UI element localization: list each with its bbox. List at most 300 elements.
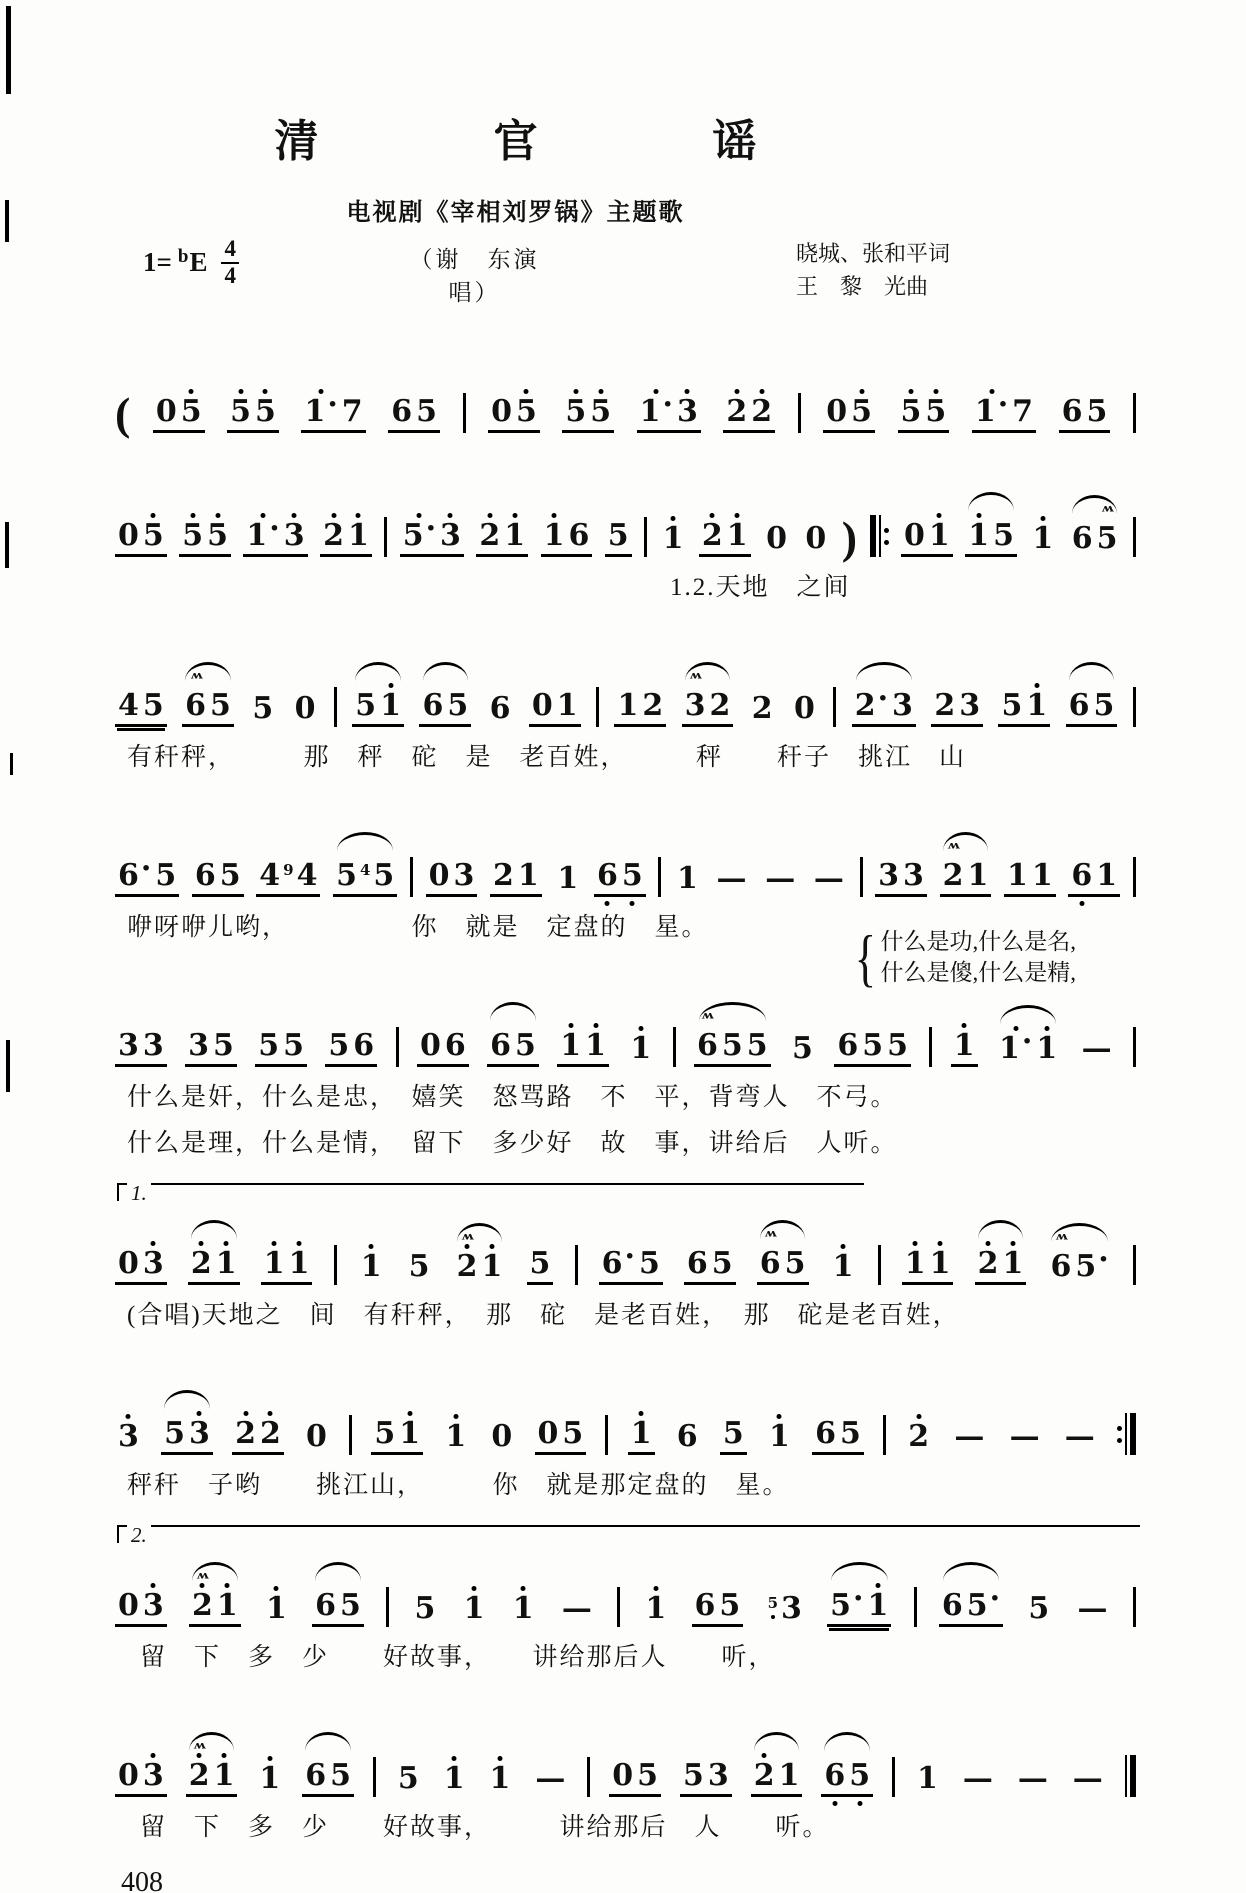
note: [187, 1739, 212, 1794]
composer: 王 黎 光曲: [796, 274, 929, 300]
octave-dot-above: [654, 389, 659, 394]
bar-thick: [1130, 1755, 1136, 1797]
note: [211, 1021, 236, 1062]
volta-label: 1.: [127, 1183, 151, 1204]
octave-dot-above: [319, 389, 324, 394]
note-digit: 6: [1071, 858, 1093, 894]
note: [1010, 387, 1035, 428]
note-digit: 5: [210, 688, 231, 724]
note-digit: 0: [766, 521, 787, 557]
note-cell: [487, 1754, 514, 1797]
octave-dot-above: [197, 1411, 202, 1416]
note-digit: 5: [792, 1031, 813, 1067]
note: [371, 851, 396, 892]
octave-dot-above: [593, 1023, 598, 1028]
note: [372, 1409, 397, 1450]
barline: [349, 1415, 352, 1455]
note-digit: 5: [416, 394, 437, 430]
note: [414, 387, 439, 428]
note-cell: [875, 851, 927, 897]
octave-dot-above: [1044, 1026, 1049, 1031]
note-digit: 5: [447, 688, 469, 724]
flat-sign: b: [177, 245, 189, 267]
octave-dot-above: [777, 1414, 782, 1419]
note-digit: 1: [928, 518, 950, 554]
note-digit: 0: [491, 1419, 513, 1455]
note: [1073, 1242, 1110, 1283]
note: [257, 851, 282, 892]
note-cell: [388, 387, 440, 433]
barline: [1133, 687, 1136, 727]
note-cell: [594, 851, 646, 897]
note: [695, 1009, 720, 1064]
note-cell: [442, 1412, 469, 1455]
note-digit: 1: [215, 1246, 237, 1282]
note-cell: [902, 1239, 954, 1285]
octave-dot-above: [407, 1411, 412, 1416]
lyric-line: 什么是理，什么是情， 留下 多少好 故 事，讲给后 人听。: [127, 1130, 898, 1158]
octave-dot-above: [497, 1756, 502, 1761]
note-cell: [395, 1754, 422, 1797]
note-digit: 6: [422, 688, 444, 724]
note-cell: [562, 387, 614, 433]
note: [1005, 851, 1030, 892]
bracketed-lyrics: [850, 921, 1076, 993]
note: [116, 851, 153, 892]
note-cell: [532, 1754, 568, 1797]
note-digit: 1: [585, 1028, 606, 1064]
score-systems: [115, 333, 1136, 1843]
note: [629, 1409, 654, 1450]
music-system: [115, 1697, 1136, 1843]
note: [462, 1584, 487, 1625]
octave-dot-above: [1040, 516, 1045, 521]
note: [965, 851, 990, 892]
note-cell: [811, 854, 847, 897]
note-cell: [660, 514, 687, 557]
note: [1008, 1412, 1042, 1453]
note: [397, 1409, 422, 1450]
barline: [596, 687, 599, 727]
note-digit: 5: [283, 1028, 305, 1064]
trill-mark: ʍ: [1101, 502, 1113, 515]
note: [116, 1021, 141, 1062]
bar-thin: [1125, 1413, 1127, 1455]
note-digit: 5: [328, 1028, 350, 1064]
octave-dot-above: [274, 1586, 279, 1591]
note-digit: 7: [1012, 394, 1034, 430]
slur-arc: [978, 1220, 1024, 1239]
note: [180, 511, 205, 552]
octave-dot-above: [261, 513, 266, 518]
note-digit: 1: [304, 394, 326, 430]
note-digit: 1: [347, 518, 369, 554]
note-digit: 5: [637, 1758, 659, 1794]
note: [675, 387, 700, 428]
music-system: [115, 1355, 1136, 1501]
note: [141, 511, 166, 552]
note-cell: [749, 684, 776, 727]
note-cell: [302, 1751, 354, 1797]
music-system: [115, 1183, 1136, 1331]
note-digit: 5: [746, 1028, 768, 1064]
note-cell: [161, 1409, 213, 1455]
octave-dot-above: [933, 389, 938, 394]
note-cell: [972, 387, 1036, 433]
note-cell: [940, 839, 992, 897]
note-digit: 1: [1006, 858, 1028, 894]
note-cell: [627, 1024, 654, 1067]
barline: [1133, 1245, 1136, 1285]
note-digit: 6: [759, 1246, 781, 1282]
scan-artifact: [6, 6, 11, 94]
note-digit: 6: [837, 1028, 859, 1064]
note-digit: 1: [259, 1761, 281, 1797]
lyric-line: 咿呀咿儿哟， 你 就是 定盘的 星。: [127, 914, 709, 942]
octave-dot-above: [598, 389, 603, 394]
note: [287, 1239, 312, 1280]
note: [831, 1242, 856, 1283]
trill-mark: ʍ: [689, 669, 701, 682]
note: [443, 1021, 468, 1062]
trill-mark: ʍ: [189, 669, 202, 682]
note: [533, 1754, 567, 1795]
note-digit: 6: [391, 394, 413, 430]
octave-dot-below: [771, 1615, 775, 1619]
note: [764, 514, 789, 555]
barline: [617, 1587, 620, 1627]
note-digit: 5: [142, 518, 164, 554]
note: [675, 854, 700, 895]
note: [865, 1581, 890, 1622]
octave-dot-above: [225, 1583, 230, 1588]
note-digit: 6: [1061, 394, 1083, 430]
lyric-line: 留 下 多 少 好故事， 讲给那后 人 听。: [140, 1814, 830, 1842]
note-digit: 5: [719, 1588, 741, 1624]
note: [141, 1021, 166, 1062]
note-digit: 3: [878, 858, 900, 894]
barline: [587, 1757, 590, 1797]
lyric-line: (合唱)天地之 间 有秆秤， 那 砣 是老百姓， 那 砣是老百姓，: [127, 1302, 960, 1330]
octave-dot-above: [222, 1753, 227, 1758]
octave-dot-below: [832, 1801, 837, 1806]
rhythm-dot: ·: [989, 1581, 1001, 1617]
note: [767, 1412, 792, 1453]
slur-arc: [490, 1002, 536, 1021]
note-digit: 2: [235, 1416, 256, 1452]
note-digit: 6: [305, 1758, 327, 1794]
lyric-line: 什么是傻,什么是精,: [880, 959, 1076, 985]
note: [640, 681, 665, 722]
note: [141, 1581, 166, 1622]
octave-dot-above: [369, 1244, 374, 1249]
octave-dot-above: [639, 1411, 644, 1416]
octave-dot-above: [913, 1241, 918, 1246]
note: [1084, 387, 1109, 428]
bar-thin: [1125, 1755, 1127, 1797]
octave-dot-above: [453, 1414, 458, 1419]
rhythm-dot: ·: [662, 387, 673, 423]
note: [749, 387, 774, 428]
octave-dot-above: [759, 389, 764, 394]
note: [293, 684, 318, 725]
note: [1067, 681, 1092, 722]
note-cell: [256, 851, 320, 897]
note: [803, 514, 828, 555]
note-cell: [352, 681, 404, 727]
octave-dot-above: [710, 513, 715, 518]
note: [595, 851, 620, 892]
note-digit: 1: [832, 1249, 854, 1285]
note: [353, 681, 378, 722]
note-cell: [1059, 387, 1111, 433]
note: [250, 684, 275, 725]
note-digit: 2: [908, 1419, 930, 1455]
note-digit: 2: [934, 688, 956, 724]
note-digit: 6: [185, 688, 207, 724]
note: [560, 1409, 585, 1450]
note-cell: [256, 1754, 283, 1797]
note: [600, 1239, 637, 1280]
note-digit: 1: [662, 521, 684, 557]
note: [321, 511, 346, 552]
note: [264, 1584, 289, 1625]
note: [511, 1584, 536, 1625]
note: [502, 511, 527, 552]
note-digit: 6: [489, 691, 511, 727]
scan-artifact: [5, 200, 9, 242]
octave-dot-above: [875, 1583, 880, 1588]
note-digit: —: [1064, 1419, 1095, 1455]
note: [187, 1409, 212, 1450]
octave-dot-above: [1013, 1026, 1018, 1031]
note-digit: 1: [288, 1246, 310, 1282]
note-cell: [488, 1412, 515, 1455]
key-prefix: 1=: [143, 247, 172, 278]
note: [189, 1239, 214, 1280]
note: [966, 511, 991, 552]
note-cell: [115, 1412, 142, 1455]
lyric-line: 留 下 多 少 好故事， 讲给那后人 听，: [140, 1644, 776, 1672]
note-cell: [186, 1739, 238, 1797]
key-signature: [115, 237, 393, 287]
note-digit: 2: [188, 1758, 210, 1794]
note: [141, 681, 166, 722]
note-digit: 2: [493, 858, 514, 894]
barline: [883, 1415, 886, 1455]
note-digit: 0: [419, 1028, 441, 1064]
note-row: [115, 1355, 1136, 1455]
note: [116, 1751, 141, 1792]
note-digit: 5: [529, 1246, 551, 1282]
note-digit: 6: [694, 1588, 716, 1624]
note-digit: 1: [645, 1591, 667, 1627]
note-cell: [303, 1412, 330, 1455]
note-cell: [682, 669, 734, 727]
octave-dot-above: [267, 1756, 272, 1761]
note: [183, 669, 208, 724]
slur-arc: [337, 832, 394, 851]
octave-dot-above: [512, 513, 517, 518]
note-row: [115, 333, 1136, 440]
barline: [914, 1587, 917, 1627]
note: [488, 684, 513, 725]
note: [752, 1751, 777, 1792]
note: [783, 1239, 808, 1280]
brace-icon: {: [854, 921, 876, 993]
note-cell: [951, 1412, 987, 1455]
note: [328, 1751, 353, 1792]
note-digit: 4: [296, 858, 318, 894]
octave-dot-above: [452, 1756, 457, 1761]
note: [412, 1584, 437, 1625]
octave-dot-above: [653, 1586, 658, 1591]
note-cell: [559, 1584, 595, 1627]
lyric-line: 有秆秤， 那 秤 砣 是 老百姓， 秤 秆子 挑江 山: [127, 744, 967, 772]
note: [420, 681, 445, 722]
parenthesis: ): [841, 512, 858, 564]
repeat-dot: [1117, 1426, 1122, 1431]
note-digit: 6: [686, 1246, 708, 1282]
score-meta: [115, 237, 1136, 307]
note-cell: [510, 1584, 537, 1627]
note-digit: 1: [1032, 521, 1054, 557]
note: [700, 511, 725, 552]
note: [1024, 681, 1049, 722]
barline: [878, 1245, 881, 1285]
barline: [1133, 1587, 1136, 1627]
note: [721, 1409, 746, 1450]
note-digit: 0: [294, 691, 316, 727]
note: [214, 1239, 239, 1280]
note-cell: [188, 1239, 240, 1285]
note: [488, 1021, 513, 1062]
note-digit: 1: [904, 1246, 926, 1282]
meter-numerator: 4: [221, 237, 239, 263]
note-cell: [115, 1751, 167, 1797]
note: [212, 1751, 237, 1792]
note: [767, 1594, 779, 1611]
note-digit: 2: [323, 518, 344, 554]
note-digit: 1: [677, 861, 698, 897]
note-cell: [830, 1242, 857, 1285]
note-cell: [115, 1021, 167, 1067]
note-digit: 2: [259, 1416, 281, 1452]
credits: [796, 237, 1016, 303]
lyric-line: 什么是功,什么是名,: [880, 928, 1076, 954]
note-cell: [333, 851, 397, 897]
note-digit: 3: [781, 1591, 802, 1627]
note: [528, 1239, 553, 1280]
octave-dot-above: [916, 1414, 921, 1419]
song-title: 清 官 谣: [274, 117, 839, 166]
note-digit: 5: [784, 1246, 806, 1282]
note-cell: [852, 681, 916, 727]
note-cell: [684, 1239, 736, 1285]
note-digit: 3: [676, 394, 698, 430]
note-digit: 1: [543, 518, 565, 554]
note-cell: [1015, 1754, 1051, 1797]
lyric-line: 1.2.天地 之间: [670, 574, 851, 602]
note-digit: 1: [1096, 858, 1118, 894]
octave-dot-above: [199, 1241, 204, 1246]
note-digit: 3: [684, 688, 706, 724]
note: [116, 681, 141, 722]
volta-bracket: [117, 1181, 864, 1206]
rhythm-dot: ·: [853, 1581, 864, 1617]
note-digit: 5: [1093, 688, 1115, 724]
note: [218, 851, 243, 892]
note-digit: 5: [1096, 521, 1118, 557]
note-cell: [487, 1021, 539, 1067]
note-digit: 1: [557, 861, 579, 897]
note-digit: 1: [556, 688, 578, 724]
note-cell: [541, 511, 593, 557]
rhythm-dot: ·: [877, 681, 889, 717]
note: [813, 1409, 838, 1450]
barline: [1133, 1027, 1136, 1067]
note-digit: 5: [565, 394, 587, 430]
bar-thick: [1130, 1413, 1136, 1455]
note: [860, 1021, 885, 1062]
octave-dot-below: [605, 901, 610, 906]
note-cell: [1070, 1754, 1106, 1797]
note-digit: 3: [188, 1028, 210, 1064]
note-digit: 6: [353, 1028, 375, 1064]
note: [661, 514, 686, 555]
note-cell: [751, 1751, 803, 1797]
note: [725, 511, 750, 552]
note: [720, 1021, 745, 1062]
note-cell: [263, 1584, 290, 1627]
note-digit: 6: [194, 858, 216, 894]
note: [710, 1239, 735, 1280]
slur-arc: [164, 1390, 210, 1409]
note: [745, 1021, 770, 1062]
note: [141, 1751, 166, 1792]
note: [681, 1751, 706, 1792]
slur-arc: [315, 1562, 361, 1581]
note-digit: 5: [562, 1416, 584, 1452]
slur-arc: [192, 1562, 238, 1581]
note: [1000, 1239, 1025, 1280]
note-digit: 2: [753, 1758, 775, 1794]
slur-arc: [1072, 495, 1118, 514]
note: [812, 854, 846, 895]
slur-arc: [856, 662, 913, 681]
note-digit: 6: [444, 1028, 466, 1064]
note-cell: [821, 1751, 873, 1797]
note: [536, 1409, 561, 1450]
note: [961, 1754, 995, 1795]
note-digit: 3: [892, 688, 913, 724]
note-digit: 5: [330, 1758, 351, 1794]
trill-mark: ʍ: [947, 839, 959, 852]
note-cell: [812, 1409, 864, 1455]
note-digit: 5: [230, 394, 252, 430]
note-cell: [766, 1584, 805, 1627]
octave-dot-above: [938, 1241, 943, 1246]
note-cell: [115, 1581, 167, 1627]
note: [262, 1239, 287, 1280]
note-cell: [642, 1584, 669, 1627]
note-digit: 5: [849, 1758, 871, 1794]
note: [378, 681, 403, 722]
note-digit: 1: [968, 518, 990, 554]
slur-arc: [831, 1562, 888, 1581]
note: [215, 1581, 240, 1622]
octave-dot-above: [524, 389, 529, 394]
